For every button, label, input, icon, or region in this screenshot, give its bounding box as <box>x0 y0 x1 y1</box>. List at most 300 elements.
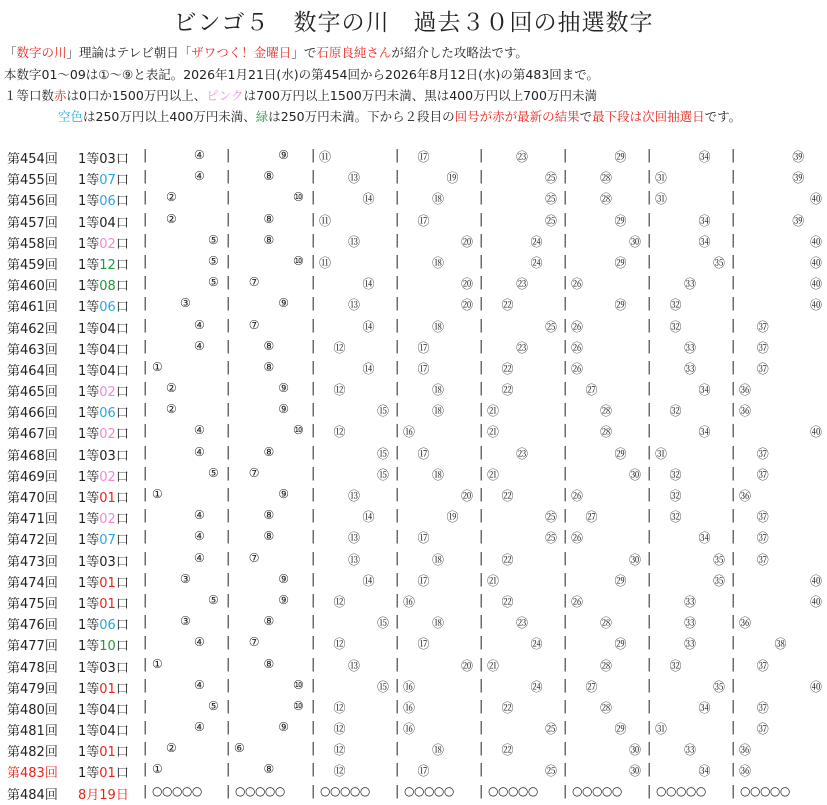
drawn-number: ㉕ <box>545 722 558 737</box>
drawn-number: ㊳ <box>774 637 787 652</box>
column-separator: | <box>563 529 568 545</box>
column-separator: | <box>395 720 400 736</box>
column-separator: | <box>563 592 568 608</box>
column-separator: | <box>731 253 736 269</box>
drawn-number: ㉖ <box>571 361 584 376</box>
drawn-number: ㊴ <box>792 213 805 228</box>
column-separator: | <box>226 275 231 291</box>
drawn-number: ⑦ <box>248 317 260 332</box>
column-separator: | <box>479 232 484 248</box>
drawn-number: ㉕ <box>545 213 558 228</box>
drawn-number: ⑲ <box>446 510 459 525</box>
column-separator: | <box>395 338 400 354</box>
drawn-number: ㉒ <box>501 700 514 715</box>
first-prize-count: 1等04口 <box>78 724 129 740</box>
drawn-number: ⑮ <box>377 679 390 694</box>
drawn-number: ⑲ <box>446 171 459 186</box>
drawn-number: ㉙ <box>614 213 627 228</box>
first-prize-count: 1等04口 <box>78 702 129 718</box>
first-prize-count: 1等03口 <box>78 448 129 464</box>
drawn-number: ⑮ <box>377 616 390 631</box>
drawn-number: ㉜ <box>669 658 682 673</box>
column-separator: | <box>311 211 316 227</box>
drawn-number: ㊱ <box>739 764 752 779</box>
drawn-number: ㉚ <box>629 764 642 779</box>
drawn-number: ⑰ <box>417 150 430 164</box>
column-separator: | <box>479 253 484 269</box>
column-separator: | <box>479 465 484 481</box>
first-prize-count: 1等04口 <box>78 321 129 337</box>
column-separator: | <box>479 169 484 185</box>
drawn-number: ④ <box>194 508 205 523</box>
next-draw-placeholder: ○○○○○ <box>404 783 454 798</box>
drawn-number: ㉞ <box>698 764 711 779</box>
drawn-number: ㉞ <box>698 531 711 546</box>
drawn-number: ㉞ <box>698 700 711 715</box>
drawn-number: ㉜ <box>669 467 682 482</box>
drawn-number: ㊲ <box>756 510 769 525</box>
drawn-number: ㉝ <box>684 277 697 292</box>
drawn-number: ㉘ <box>600 700 613 715</box>
drawn-number: ⑩ <box>293 190 304 205</box>
drawn-number: ⑯ <box>403 594 416 609</box>
column-separator: | <box>143 529 148 545</box>
column-separator: | <box>143 381 148 397</box>
drawn-number: ⑱ <box>432 383 445 398</box>
column-separator: | <box>226 635 231 651</box>
column-separator: | <box>395 402 400 418</box>
draw-row <box>0 316 827 337</box>
description-segment: 」理論はテレビ朝日「 <box>66 45 192 60</box>
next-draw-placeholder: ○○○○○ <box>740 783 790 798</box>
drawn-number: ④ <box>194 338 205 353</box>
column-separator: | <box>731 529 736 545</box>
drawn-number: ㉙ <box>614 573 627 588</box>
description-segment: 赤 <box>54 88 67 103</box>
draw-number-label: 第473回 <box>7 554 58 570</box>
drawn-number: ㉘ <box>600 192 613 207</box>
draw-row <box>0 337 827 358</box>
drawn-number: ④ <box>194 317 205 332</box>
column-separator: | <box>731 169 736 185</box>
drawn-number: ⑤ <box>208 232 219 247</box>
column-separator: | <box>563 762 568 778</box>
drawn-number: ④ <box>194 635 205 650</box>
drawn-number: ⑪ <box>319 213 332 228</box>
drawn-number: ⑨ <box>278 381 290 396</box>
drawn-number: ⑦ <box>248 465 260 480</box>
drawn-number: ㉗ <box>585 679 598 694</box>
drawn-number: ㉙ <box>614 637 627 652</box>
column-separator: | <box>395 592 400 608</box>
drawn-number: ⑱ <box>432 192 445 207</box>
column-separator: | <box>226 741 231 757</box>
column-separator: | <box>143 465 148 481</box>
column-separator: | <box>731 465 736 481</box>
drawn-number: ㉙ <box>614 446 627 461</box>
first-prize-count: 1等04口 <box>78 363 129 379</box>
draw-number-label: 第455回 <box>7 173 58 189</box>
drawn-number: ⑧ <box>263 656 275 671</box>
drawn-number: ㊲ <box>756 531 769 546</box>
drawn-number: ③ <box>180 296 191 311</box>
column-separator: | <box>563 741 568 757</box>
draw-row <box>0 464 827 485</box>
column-separator: | <box>479 317 484 333</box>
description-segment: 数字の川 <box>16 45 67 60</box>
column-separator: | <box>731 232 736 248</box>
drawn-number: ⑮ <box>377 446 390 461</box>
column-separator: | <box>563 253 568 269</box>
drawn-number: ⑧ <box>263 359 275 374</box>
column-separator: | <box>731 359 736 375</box>
column-separator: | <box>479 444 484 460</box>
column-separator: | <box>647 656 652 672</box>
drawn-number: ⑧ <box>263 762 275 777</box>
drawn-number: ㊱ <box>739 404 752 419</box>
draw-row <box>0 612 827 633</box>
column-separator: | <box>647 720 652 736</box>
draw-row <box>0 718 827 739</box>
drawn-number: ⑭ <box>362 277 375 292</box>
drawn-number: ㉙ <box>614 298 627 313</box>
column-separator: | <box>311 571 316 587</box>
drawn-number: ⑧ <box>263 508 275 523</box>
column-separator: | <box>311 359 316 375</box>
drawn-number: ③ <box>180 614 191 629</box>
column-separator: | <box>226 253 231 269</box>
description-segment: です。 <box>704 109 742 124</box>
drawn-number: ⑬ <box>348 658 361 673</box>
column-separator: | <box>479 656 484 672</box>
drawn-number: ⑨ <box>278 148 290 162</box>
column-separator: | <box>311 338 316 354</box>
drawn-number: ㉛ <box>655 171 668 186</box>
drawn-number: ⑳ <box>461 298 474 313</box>
column-separator: | <box>731 190 736 206</box>
drawn-number: ㉚ <box>629 234 642 249</box>
column-separator: | <box>731 381 736 397</box>
next-draw-label: 第484回 <box>7 787 58 803</box>
next-draw-placeholder: ○○○○○ <box>235 783 285 798</box>
column-separator: | <box>311 614 316 630</box>
drawn-number: ⑤ <box>208 592 219 607</box>
drawn-number: ㉒ <box>501 489 514 503</box>
column-separator: | <box>563 317 568 333</box>
drawn-number: ⑩ <box>293 677 304 692</box>
column-separator: | <box>731 275 736 291</box>
column-separator: | <box>563 359 568 375</box>
column-separator: | <box>731 783 736 799</box>
drawn-number: ㉜ <box>669 319 682 334</box>
drawn-number: ⑦ <box>248 275 260 290</box>
first-prize-count: 1等02口 <box>78 236 129 252</box>
drawn-number: ㉖ <box>571 340 584 355</box>
drawn-number: ⑥ <box>234 741 245 756</box>
drawn-number: ㉜ <box>669 510 682 525</box>
column-separator: | <box>479 529 484 545</box>
drawn-number: ㉔ <box>530 234 543 249</box>
column-separator: | <box>731 338 736 354</box>
column-separator: | <box>395 253 400 269</box>
drawn-number: ① <box>152 762 163 777</box>
description-segment: 」で <box>291 45 317 60</box>
drawn-number: ㉞ <box>698 383 711 398</box>
column-separator: | <box>647 423 652 439</box>
column-separator: | <box>226 698 231 714</box>
column-separator: | <box>563 550 568 566</box>
column-separator: | <box>731 444 736 460</box>
drawn-number: ⑪ <box>319 255 332 270</box>
column-separator: | <box>563 487 568 502</box>
column-separator: | <box>311 698 316 714</box>
drawn-number: ③ <box>180 571 191 586</box>
drawn-number: ㉜ <box>669 489 682 503</box>
column-separator: | <box>226 550 231 566</box>
column-separator: | <box>143 571 148 587</box>
drawn-number: ⑨ <box>278 487 290 501</box>
drawn-number: ② <box>166 381 177 396</box>
drawn-number: ㉑ <box>487 658 500 673</box>
draw-number-label: 第457回 <box>7 215 58 231</box>
drawn-number: ㉓ <box>516 340 529 355</box>
column-separator: | <box>731 550 736 566</box>
column-separator: | <box>143 211 148 227</box>
next-draw-placeholder: ○○○○○ <box>488 783 538 798</box>
drawn-number: ⑧ <box>263 614 275 629</box>
column-separator: | <box>647 677 652 693</box>
column-separator: | <box>479 423 484 439</box>
drawn-number: ㊵ <box>810 192 823 207</box>
drawn-number: ⑫ <box>333 743 346 758</box>
drawn-number: ⑧ <box>263 169 275 184</box>
drawn-number: ㉜ <box>669 298 682 313</box>
column-separator: | <box>395 317 400 333</box>
column-separator: | <box>395 275 400 291</box>
column-separator: | <box>731 698 736 714</box>
drawn-number: ⑫ <box>333 425 346 440</box>
column-separator: | <box>395 169 400 185</box>
first-prize-count: 1等02口 <box>78 427 129 443</box>
drawn-number: ㉝ <box>684 616 697 631</box>
next-draw-row <box>0 782 827 803</box>
first-prize-count: 1等02口 <box>78 512 129 528</box>
column-separator: | <box>731 148 736 163</box>
next-draw-placeholder: ○○○○○ <box>656 783 706 798</box>
drawn-number: ㊵ <box>810 679 823 694</box>
drawn-number: ㊵ <box>810 277 823 292</box>
column-separator: | <box>563 169 568 185</box>
column-separator: | <box>731 762 736 778</box>
draw-row <box>0 167 827 188</box>
column-separator: | <box>731 508 736 524</box>
description-line-2 <box>4 65 599 83</box>
drawn-number: ㉘ <box>600 171 613 186</box>
drawn-number: ⑭ <box>362 192 375 207</box>
first-prize-count: 1等08口 <box>78 279 129 295</box>
column-separator: | <box>311 444 316 460</box>
column-separator: | <box>395 741 400 757</box>
column-separator: | <box>647 253 652 269</box>
column-separator: | <box>226 783 231 799</box>
drawn-number: ㉕ <box>545 510 558 525</box>
draw-number-label: 第475回 <box>7 596 58 612</box>
drawn-number: ㉒ <box>501 552 514 567</box>
drawn-number: ㊲ <box>756 340 769 355</box>
drawn-number: ④ <box>194 550 205 565</box>
column-separator: | <box>143 762 148 778</box>
drawn-number: ㉙ <box>614 150 627 164</box>
first-prize-count: 1等01口 <box>78 575 129 591</box>
column-separator: | <box>479 635 484 651</box>
column-separator: | <box>479 720 484 736</box>
draw-number-label: 第471回 <box>7 512 58 528</box>
column-separator: | <box>647 783 652 799</box>
column-separator: | <box>226 508 231 524</box>
column-separator: | <box>731 487 736 502</box>
drawn-number: ⑫ <box>333 383 346 398</box>
drawn-number: ㉒ <box>501 594 514 609</box>
column-separator: | <box>563 614 568 630</box>
drawn-number: ⑪ <box>319 150 332 164</box>
drawn-number: ⑬ <box>348 171 361 186</box>
drawn-number: ㊱ <box>739 383 752 398</box>
column-separator: | <box>395 783 400 799</box>
drawn-number: ㉘ <box>600 425 613 440</box>
column-separator: | <box>311 592 316 608</box>
description-segment: 最下段は次回抽選日 <box>592 109 705 124</box>
drawn-number: ㊲ <box>756 700 769 715</box>
column-separator: | <box>143 698 148 714</box>
drawn-number: ⑧ <box>263 338 275 353</box>
column-separator: | <box>395 762 400 778</box>
first-prize-count: 1等03口 <box>78 660 129 676</box>
draw-number-label: 第472回 <box>7 533 58 549</box>
drawn-number: ㉞ <box>698 213 711 228</box>
column-separator: | <box>563 381 568 397</box>
draw-number-label: 第483回 <box>7 766 58 782</box>
drawn-number: ㉔ <box>530 679 543 694</box>
column-separator: | <box>143 275 148 291</box>
column-separator: | <box>226 338 231 354</box>
column-separator: | <box>143 169 148 185</box>
drawn-number: ㉝ <box>684 637 697 652</box>
drawn-number: ㊴ <box>792 171 805 186</box>
column-separator: | <box>226 148 231 163</box>
first-prize-count: 1等07口 <box>78 173 129 189</box>
column-separator: | <box>226 444 231 460</box>
drawn-number: ㊱ <box>739 616 752 631</box>
draw-number-label: 第464回 <box>7 363 58 379</box>
column-separator: | <box>647 741 652 757</box>
column-separator: | <box>311 529 316 545</box>
description-segment: で <box>579 109 593 124</box>
first-prize-count: 1等06口 <box>78 300 129 316</box>
column-separator: | <box>226 656 231 672</box>
draw-row <box>0 146 827 167</box>
drawn-number: ⑦ <box>248 550 260 565</box>
column-separator: | <box>479 338 484 354</box>
column-separator: | <box>479 762 484 778</box>
drawn-number: ㊲ <box>756 467 769 482</box>
description-segment: は250万円以上400万円未満、 <box>83 109 256 124</box>
drawn-number: ㊱ <box>739 743 752 758</box>
drawn-number: ㉜ <box>669 404 682 419</box>
drawn-number: ⑳ <box>461 489 474 503</box>
drawn-number: ㉟ <box>713 679 726 694</box>
draw-number-label: 第465回 <box>7 385 58 401</box>
column-separator: | <box>143 359 148 375</box>
drawn-number: ㉓ <box>516 446 529 461</box>
column-separator: | <box>563 444 568 460</box>
drawn-number: ⑫ <box>333 637 346 652</box>
column-separator: | <box>479 190 484 206</box>
drawn-number: ① <box>152 656 163 671</box>
column-separator: | <box>563 148 568 163</box>
column-separator: | <box>395 232 400 248</box>
column-separator: | <box>143 720 148 736</box>
description-line-1 <box>4 43 528 61</box>
column-separator: | <box>647 635 652 651</box>
drawn-number: ㉛ <box>655 446 668 461</box>
drawn-number: ㉛ <box>655 192 668 207</box>
draw-row <box>0 188 827 209</box>
drawn-number: ⑧ <box>263 211 275 226</box>
column-separator: | <box>311 741 316 757</box>
drawn-number: ⑳ <box>461 234 474 249</box>
drawn-number: ㉖ <box>571 531 584 546</box>
description-segment: ピンク <box>206 88 244 103</box>
column-separator: | <box>143 508 148 524</box>
first-prize-count: 1等03口 <box>78 554 129 570</box>
column-separator: | <box>479 211 484 227</box>
column-separator: | <box>563 275 568 291</box>
drawn-number: ㉟ <box>713 552 726 567</box>
column-separator: | <box>143 656 148 672</box>
first-prize-count: 1等10口 <box>78 639 129 655</box>
column-separator: | <box>479 487 484 502</box>
column-separator: | <box>311 169 316 185</box>
column-separator: | <box>731 423 736 439</box>
column-separator: | <box>226 592 231 608</box>
first-prize-count: 1等02口 <box>78 385 129 401</box>
column-separator: | <box>226 762 231 778</box>
drawn-number: ④ <box>194 423 205 438</box>
draw-number-label: 第460回 <box>7 279 58 295</box>
column-separator: | <box>731 741 736 757</box>
column-separator: | <box>311 677 316 693</box>
drawn-number: ㉑ <box>487 573 500 588</box>
column-separator: | <box>143 635 148 651</box>
draw-number-label: 第462回 <box>7 321 58 337</box>
drawn-number: ⑨ <box>278 571 290 586</box>
column-separator: | <box>647 550 652 566</box>
description-line-3 <box>4 86 597 104</box>
column-separator: | <box>395 211 400 227</box>
drawn-number: ⑯ <box>403 679 416 694</box>
drawn-number: ⑬ <box>348 298 361 313</box>
first-prize-count: 1等06口 <box>78 194 129 210</box>
drawn-number: ⑭ <box>362 510 375 525</box>
drawn-number: ㉒ <box>501 383 514 398</box>
draw-row <box>0 400 827 421</box>
first-prize-count: 1等04口 <box>78 215 129 231</box>
column-separator: | <box>143 783 148 799</box>
draw-number-label: 第468回 <box>7 448 58 464</box>
drawn-number: ㉞ <box>698 150 711 164</box>
drawn-number: ㉔ <box>530 255 543 270</box>
drawn-number: ㉖ <box>571 277 584 292</box>
